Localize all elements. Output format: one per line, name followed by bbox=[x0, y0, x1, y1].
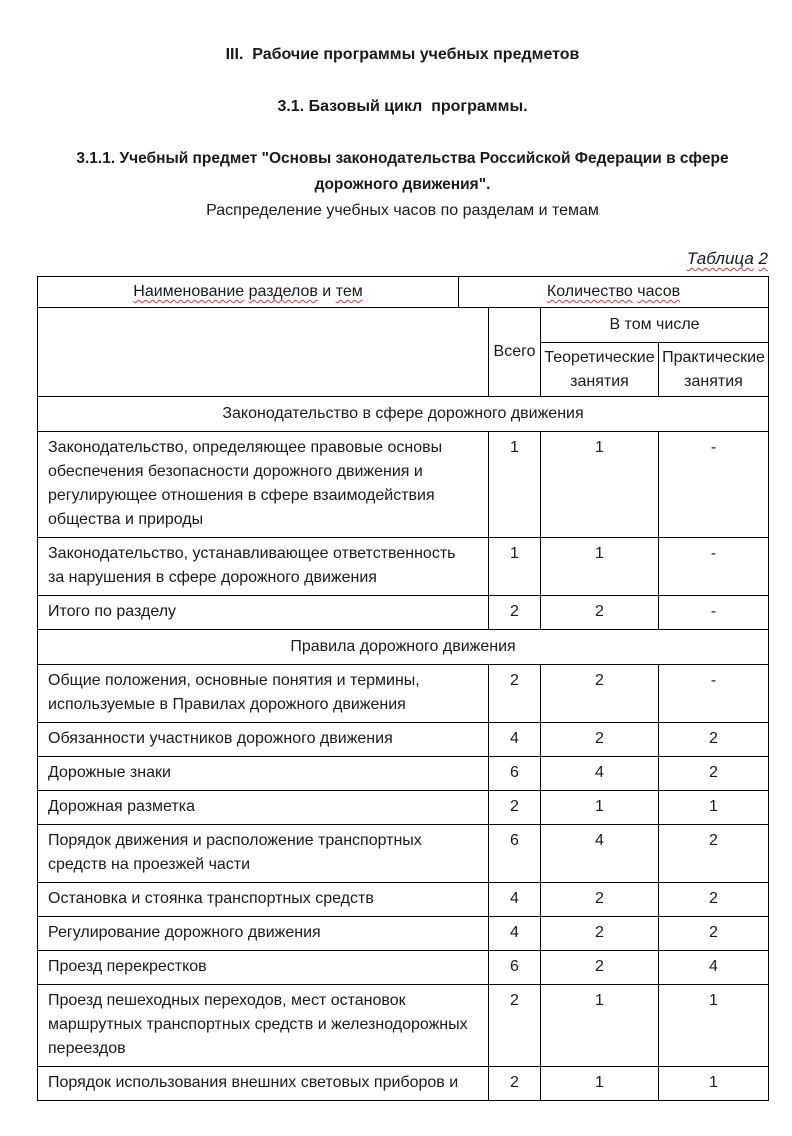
data-row bbox=[38, 883, 769, 917]
data-row bbox=[38, 825, 769, 883]
cell-practice: - bbox=[659, 432, 769, 538]
cell-total: 6 bbox=[489, 951, 541, 985]
cell-practice: 2 bbox=[659, 757, 769, 791]
cell-practice: 2 bbox=[659, 723, 769, 757]
col-header-including: В том числе bbox=[541, 308, 769, 343]
data-row bbox=[38, 665, 769, 723]
cell-theory: 2 bbox=[541, 951, 659, 985]
section-title: Законодательство в сфере дорожного движения bbox=[38, 397, 769, 432]
data-row bbox=[38, 985, 769, 1067]
cell-practice: 2 bbox=[659, 825, 769, 883]
col-header-theory: Теоретические занятия bbox=[541, 343, 659, 397]
cell-theory: 4 bbox=[541, 757, 659, 791]
cell-practice: 1 bbox=[659, 1067, 769, 1101]
section-row bbox=[38, 630, 769, 665]
cell-theory: 2 bbox=[541, 665, 659, 723]
col-header-name bbox=[38, 277, 459, 308]
cell-practice: 2 bbox=[659, 917, 769, 951]
cell-topic: Обязанности участников дорожного движения bbox=[38, 723, 489, 757]
cell-topic: Дорожная разметка bbox=[38, 791, 489, 825]
cell-theory: 4 bbox=[541, 825, 659, 883]
data-row bbox=[38, 1067, 769, 1101]
cell-theory: 2 bbox=[541, 883, 659, 917]
data-row bbox=[38, 723, 769, 757]
cell-topic: Общие положения, основные понятия и термины, используемые в Правилах дорожного движения bbox=[38, 665, 489, 723]
cell-topic: Итого по разделу bbox=[38, 596, 489, 630]
data-row bbox=[38, 432, 769, 538]
header-row-1 bbox=[38, 277, 769, 308]
data-row bbox=[38, 917, 769, 951]
cell-total: 1 bbox=[489, 432, 541, 538]
data-row bbox=[38, 757, 769, 791]
cell-total: 2 bbox=[489, 985, 541, 1067]
misspelled-word: разделов bbox=[248, 283, 318, 300]
cell-topic: Дорожные знаки bbox=[38, 757, 489, 791]
cell-practice: 1 bbox=[659, 985, 769, 1067]
hours-table bbox=[37, 276, 769, 1101]
table-caption bbox=[37, 248, 768, 270]
cell-total: 2 bbox=[489, 596, 541, 630]
cell-total: 1 bbox=[489, 538, 541, 596]
cell-total: 2 bbox=[489, 665, 541, 723]
cell-topic: Регулирование дорожного движения bbox=[38, 917, 489, 951]
cell-theory: 2 bbox=[541, 917, 659, 951]
cell-practice: - bbox=[659, 596, 769, 630]
text-segment: и bbox=[317, 283, 336, 300]
cell-topic: Порядок использования внешних световых приборов и bbox=[38, 1067, 489, 1101]
col-header-hours bbox=[459, 277, 769, 308]
misspelled-word: часов bbox=[637, 283, 681, 300]
cell-total: 2 bbox=[489, 791, 541, 825]
misspelled-word: Количество bbox=[546, 283, 633, 300]
cell-total: 4 bbox=[489, 723, 541, 757]
misspelled-word: Наименование bbox=[133, 283, 245, 300]
cell-theory: 2 bbox=[541, 596, 659, 630]
col-header-practice: Практические занятия bbox=[659, 343, 769, 397]
heading-subject: 3.1.1. Учебный предмет "Основы законодательства Российской Федерации в сфере дорожного движения". bbox=[76, 150, 729, 193]
col-header-empty bbox=[38, 308, 489, 397]
cell-theory: 1 bbox=[541, 985, 659, 1067]
data-row bbox=[38, 538, 769, 596]
header-row-2 bbox=[38, 308, 769, 343]
data-row bbox=[38, 791, 769, 825]
data-row bbox=[38, 596, 769, 630]
heading-cycle: 3.1. Базовый цикл программы. bbox=[277, 98, 528, 115]
cell-topic: Законодательство, устанавливающее ответственность за нарушения в сфере дорожного движения bbox=[38, 538, 489, 596]
cell-total: 4 bbox=[489, 883, 541, 917]
cell-practice: - bbox=[659, 538, 769, 596]
document-content bbox=[37, 44, 768, 1101]
cell-total: 2 bbox=[489, 1067, 541, 1101]
cell-total: 6 bbox=[489, 757, 541, 791]
section-row bbox=[38, 397, 769, 432]
cell-topic: Остановка и стоянка транспортных средств bbox=[38, 883, 489, 917]
cell-practice: 2 bbox=[659, 883, 769, 917]
cell-topic: Проезд пешеходных переходов, мест остановок маршрутных транспортных средств и железнодорожных переездов bbox=[38, 985, 489, 1067]
cell-topic: Законодательство, определяющее правовые основы обеспечения безопасности дорожного движения и регулирующее отношения в сфере взаимодействия общества и природы bbox=[38, 432, 489, 538]
col-header-total: Всего bbox=[489, 308, 541, 397]
cell-total: 4 bbox=[489, 917, 541, 951]
cell-practice: - bbox=[659, 665, 769, 723]
cell-theory: 1 bbox=[541, 538, 659, 596]
cell-practice: 4 bbox=[659, 951, 769, 985]
cell-theory: 1 bbox=[541, 791, 659, 825]
section-title: Правила дорожного движения bbox=[38, 630, 769, 665]
data-row bbox=[38, 951, 769, 985]
misspelled-word: тем bbox=[335, 283, 363, 300]
misspelled-word: 2 bbox=[758, 249, 768, 268]
heading-roman: III. Рабочие программы учебных предметов bbox=[225, 46, 580, 63]
cell-theory: 1 bbox=[541, 1067, 659, 1101]
cell-theory: 2 bbox=[541, 723, 659, 757]
subtitle: Распределение учебных часов по разделам и темам bbox=[206, 202, 599, 219]
misspelled-word: Таблица bbox=[686, 249, 754, 268]
cell-theory: 1 bbox=[541, 432, 659, 538]
cell-topic: Проезд перекрестков bbox=[38, 951, 489, 985]
cell-practice: 1 bbox=[659, 791, 769, 825]
cell-total: 6 bbox=[489, 825, 541, 883]
cell-topic: Порядок движения и расположение транспортных средств на проезжей части bbox=[38, 825, 489, 883]
